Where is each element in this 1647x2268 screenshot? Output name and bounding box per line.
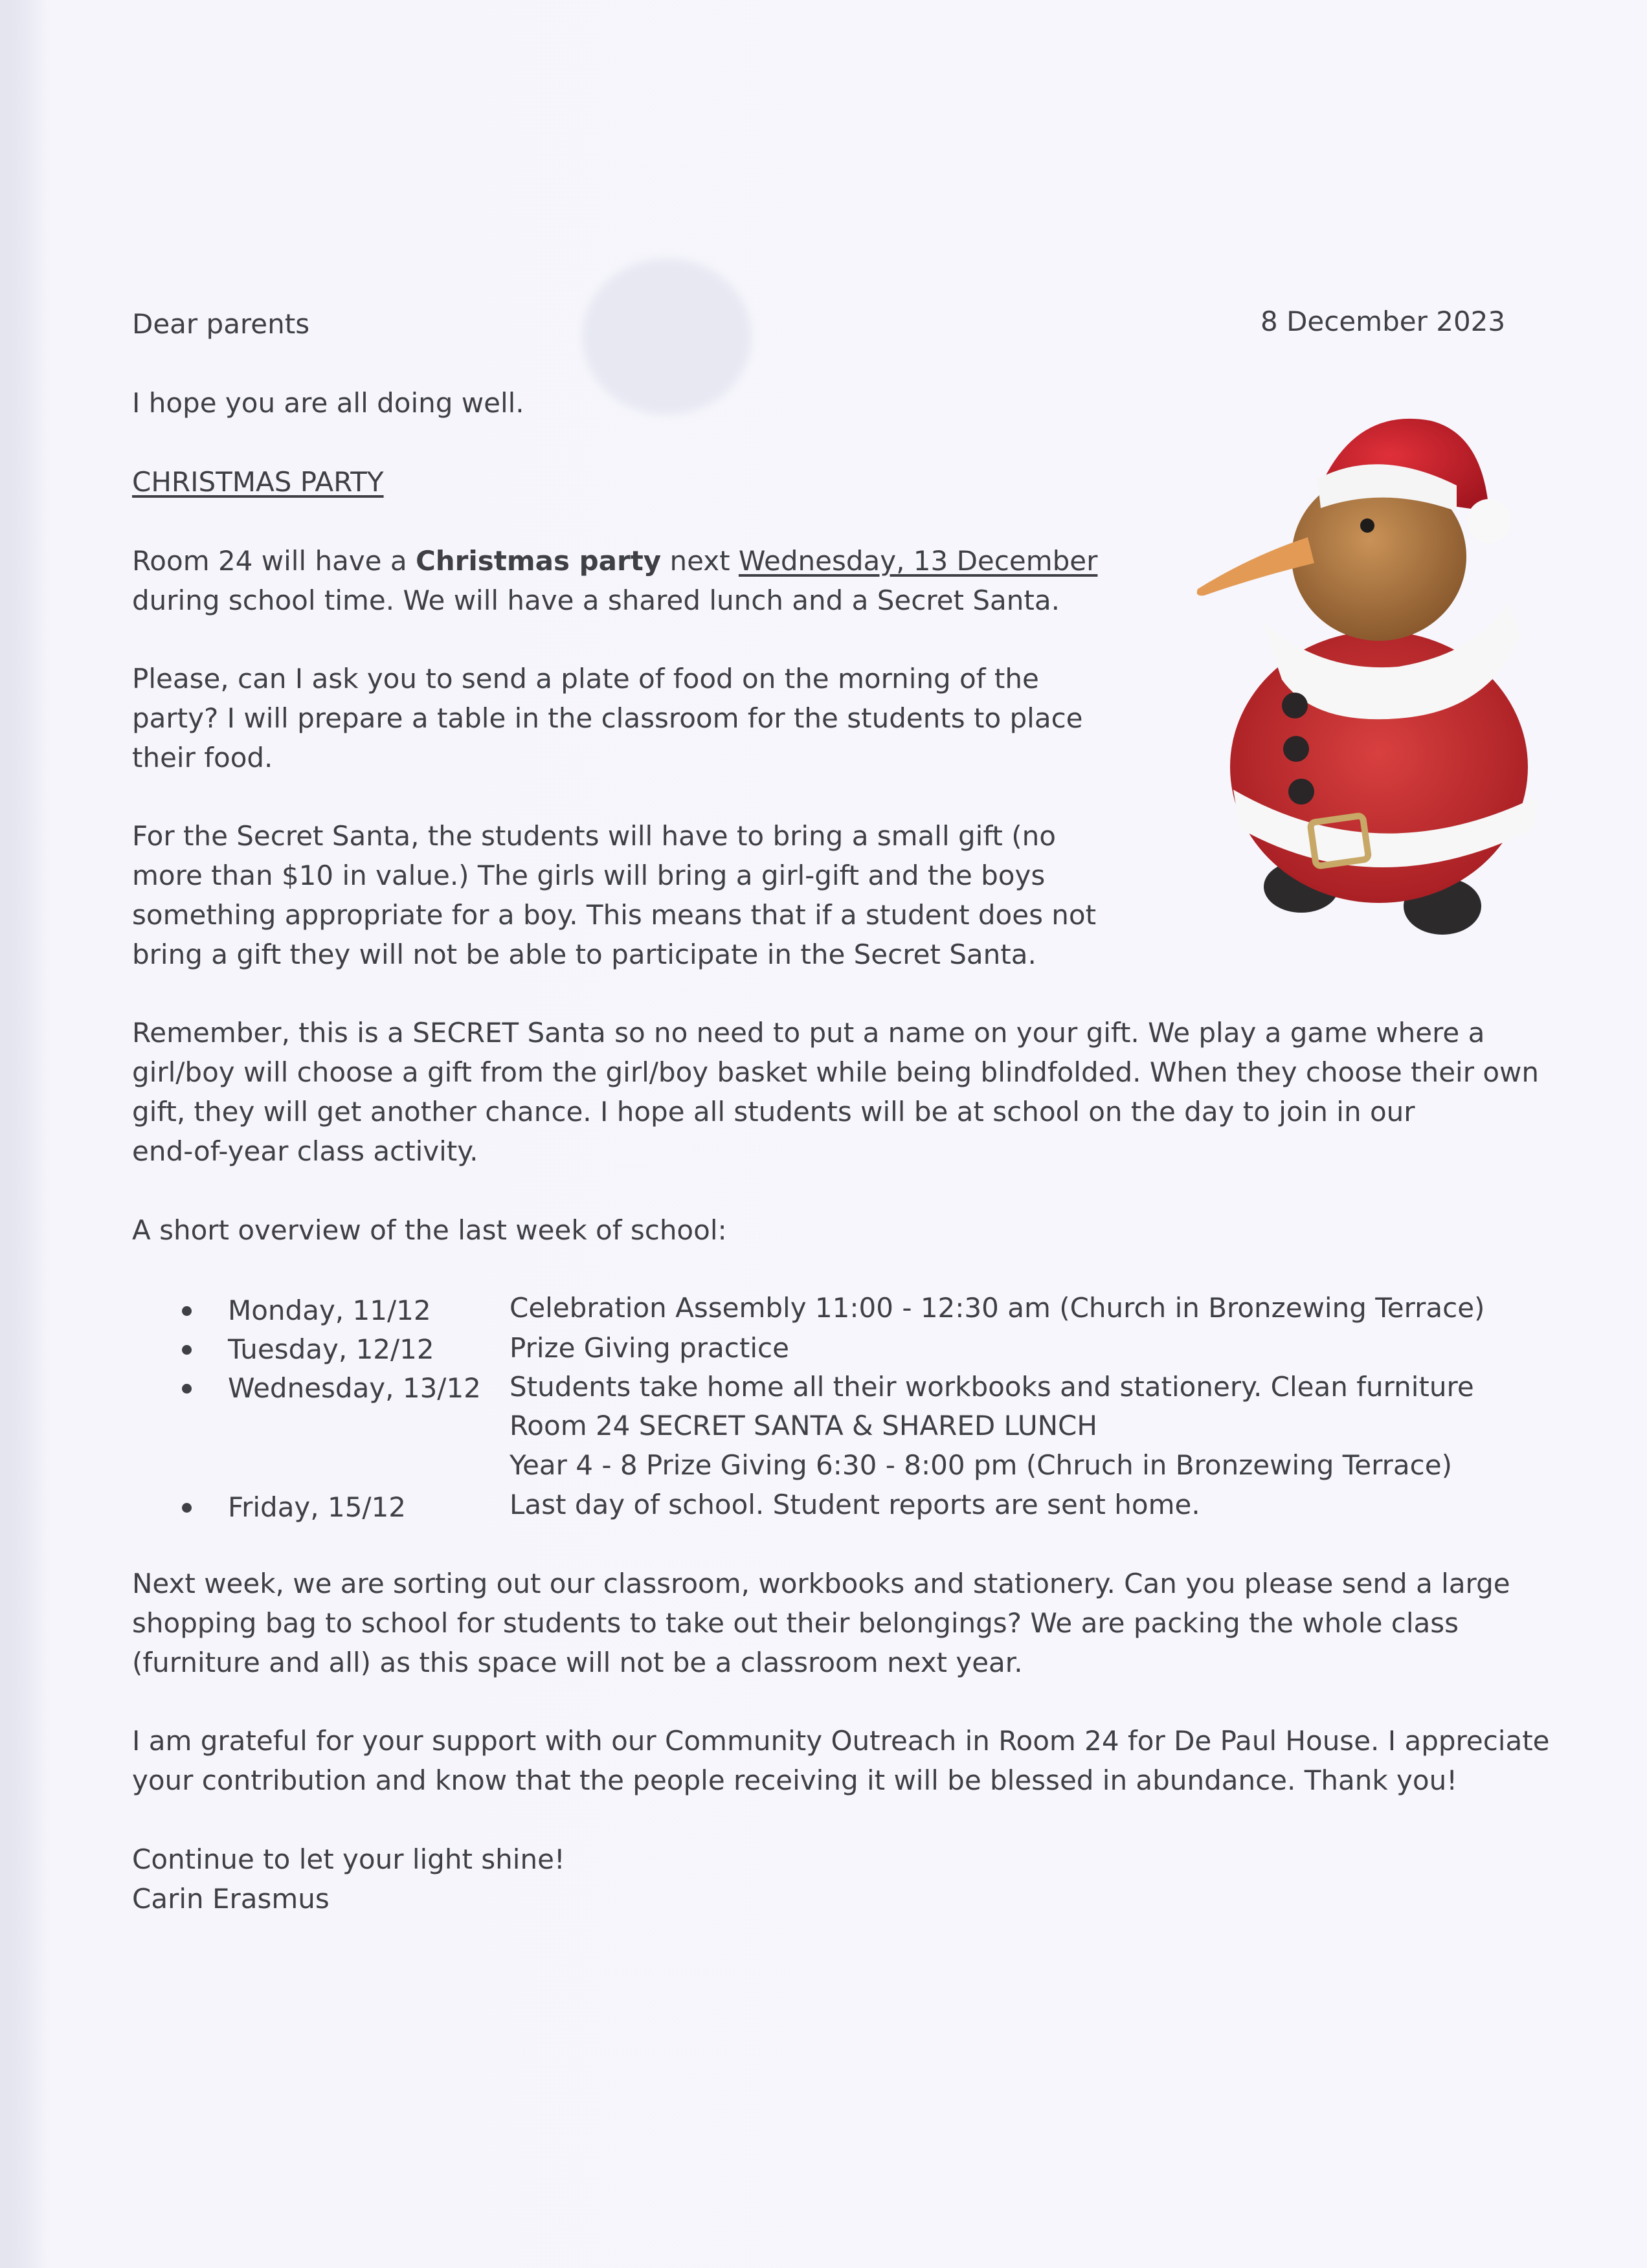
grateful-line-1: I am grateful for your support with our Community Outreach in Room 24 for De Paul House. I appreciate [132, 1725, 1550, 1757]
food-line-2: party? I will prepare a table in the classroom for the students to place [132, 702, 1083, 734]
intro-line: I hope you are all doing well. [132, 387, 524, 419]
party-text-bold: Christmas party [415, 545, 662, 577]
food-line-1: Please, can I ask you to send a plate of food on the morning of the [132, 663, 1039, 695]
remember-line-1: Remember, this is a SECRET Santa so no need to put a name on your gift. We play a game where a [132, 1017, 1485, 1049]
food-line-3: their food. [132, 742, 273, 773]
schedule-event: Room 24 SECRET SANTA & SHARED LUNCH [510, 1410, 1097, 1441]
section-heading: CHRISTMAS PARTY [132, 466, 384, 498]
party-line-2: during school time. We will have a shared lunch and a Secret Santa. [132, 584, 1060, 616]
closing-line: Continue to let your light shine! [132, 1843, 565, 1875]
coat-button [1282, 693, 1308, 718]
schedule-event: Last day of school. Student reports are sent home. [510, 1489, 1200, 1520]
signature: Carin Erasmus [132, 1883, 330, 1915]
schedule-event: Celebration Assembly 11:00 - 12:30 am (Church in Bronzewing Terrace) [510, 1292, 1485, 1324]
schedule-day: Monday, 11/12 [228, 1295, 431, 1326]
hat-pompom [1467, 499, 1511, 543]
sorting-line-3: (furniture and all) as this space will not be a classroom next year. [132, 1647, 1023, 1678]
letter-date: 8 December 2023 [1260, 306, 1506, 337]
santa-line-3: something appropriate for a boy. This means that if a student does not [132, 899, 1097, 931]
remember-line-2: girl/boy will choose a gift from the girl/boy basket while being blindfolded. When they choose their own [132, 1056, 1539, 1088]
scan-edge-shadow [0, 0, 45, 2268]
party-line-1 [132, 541, 1097, 581]
bullet [182, 1345, 192, 1355]
remember-line-4: end-of-year class activity. [132, 1135, 478, 1167]
sorting-line-1: Next week, we are sorting out our classroom, workbooks and stationery. Can you please send a large [132, 1568, 1510, 1599]
paper-smudge [583, 259, 751, 414]
santa-line-2: more than $10 in value.) The girls will bring a girl-gift and the boys [132, 860, 1046, 891]
kiwi-santa-illustration [1185, 408, 1573, 951]
grateful-line-2: your contribution and know that the people receiving it will be blessed in abundance. Thank you! [132, 1764, 1458, 1796]
party-text-c: next [661, 545, 739, 577]
coat-button [1288, 779, 1314, 805]
party-date: Wednesday, 13 December [738, 545, 1098, 577]
kiwi-eye [1360, 518, 1374, 533]
party-text-a: Room 24 will have a [132, 545, 416, 577]
santa-line-4: bring a gift they will not be able to participate in the Secret Santa. [132, 939, 1036, 970]
greeting: Dear parents [132, 308, 310, 340]
schedule-day: Friday, 15/12 [228, 1491, 407, 1523]
bullet [182, 1503, 192, 1513]
bullet [182, 1306, 192, 1316]
schedule-event: Students take home all their workbooks and stationery. Clean furniture [510, 1371, 1474, 1403]
overview-intro: A short overview of the last week of school: [132, 1214, 727, 1246]
schedule-event: Year 4 - 8 Prize Giving 6:30 - 8:00 pm (Chruch in Bronzewing Terrace) [510, 1449, 1452, 1481]
schedule-day: Wednesday, 13/12 [228, 1372, 481, 1404]
remember-line-3: gift, they will get another chance. I hope all students will be at school on the day to join in our [132, 1096, 1415, 1128]
bullet [182, 1384, 192, 1394]
schedule-event: Prize Giving practice [510, 1332, 789, 1364]
sorting-line-2: shopping bag to school for students to take out their belongings? We are packing the whole class [132, 1607, 1459, 1639]
schedule-day: Tuesday, 12/12 [228, 1333, 434, 1365]
santa-line-1: For the Secret Santa, the students will have to bring a small gift (no [132, 820, 1056, 852]
kiwi-beak [1197, 537, 1314, 595]
coat-button [1283, 736, 1309, 762]
